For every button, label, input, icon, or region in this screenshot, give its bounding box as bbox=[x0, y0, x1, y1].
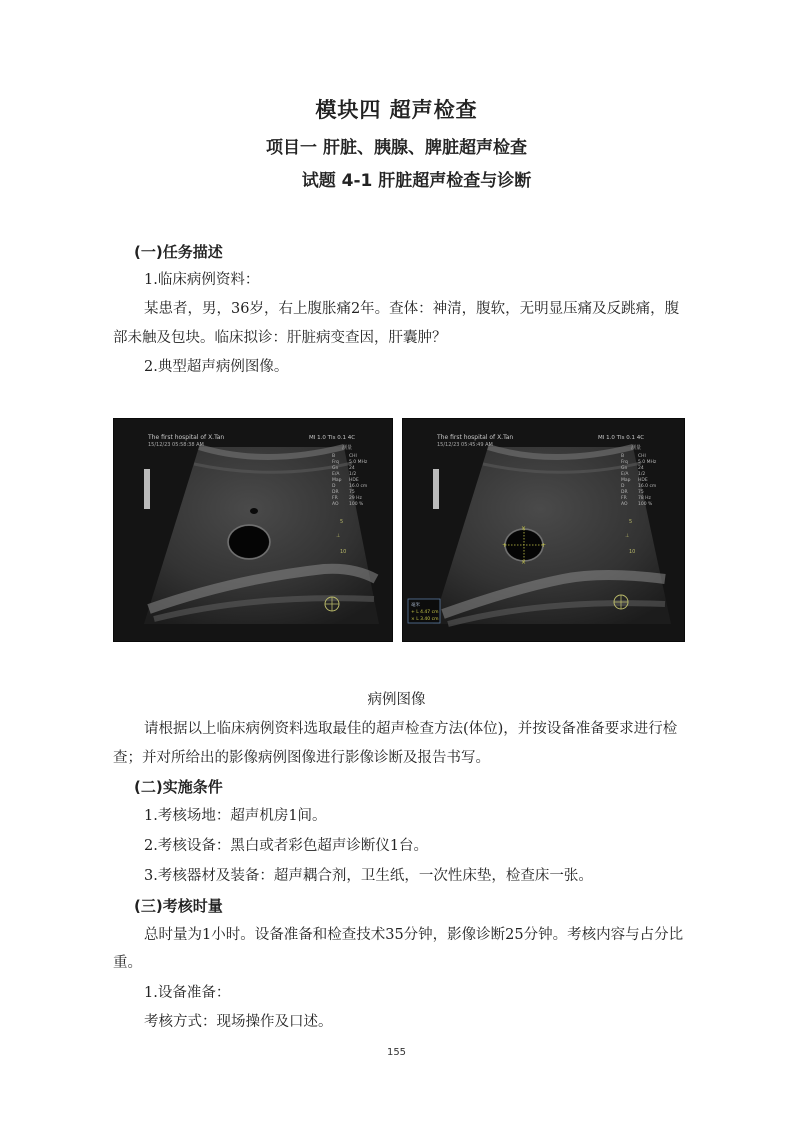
us-left-param: Frq bbox=[332, 460, 339, 465]
us-left-value: 100 % bbox=[349, 502, 364, 507]
us-left-param: D bbox=[332, 484, 336, 489]
module-title: 模块四 超声检查 bbox=[315, 98, 478, 122]
us-left-param: E/A bbox=[332, 472, 340, 477]
us-right-param: FR bbox=[621, 496, 627, 501]
section-conditions-heading: (二)实施条件 bbox=[134, 778, 223, 796]
condition-materials: 3.考核器材及装备：超声耦合剂，卫生纸，一次性床垫，检查床一张。 bbox=[144, 868, 593, 884]
svg-text:+: + bbox=[541, 542, 547, 549]
us-right-param: B bbox=[621, 454, 625, 459]
us-left-value: CHI bbox=[349, 454, 357, 459]
us-left-value: 1/2 bbox=[349, 472, 357, 477]
probe-orientation-icon bbox=[325, 597, 339, 611]
us-left-mode: 测量 bbox=[342, 445, 353, 451]
us-left-mi-ti: MI 1.0 TIs 0.1 4C bbox=[309, 435, 356, 441]
us-left-param: Gn bbox=[332, 466, 339, 471]
exam-item-title: 试题 4-1 肝脏超声检查与诊断 bbox=[301, 171, 532, 191]
us-right-param: Gn bbox=[621, 466, 628, 471]
svg-text:5: 5 bbox=[340, 519, 344, 525]
us-right-param: AO bbox=[621, 502, 628, 507]
svg-text:5: 5 bbox=[629, 519, 633, 525]
ultrasound-image-right bbox=[402, 418, 685, 642]
duration-line2: 重。 bbox=[113, 955, 142, 971]
assessment-method: 考核方式：现场操作及口述。 bbox=[144, 1014, 333, 1030]
section-task-description-heading: (一)任务描述 bbox=[134, 243, 223, 261]
svg-text:+: + bbox=[502, 542, 508, 549]
image-caption: 病例图像 bbox=[367, 692, 426, 708]
equipment-prep-label: 1.设备准备： bbox=[144, 985, 231, 1001]
probe-orientation-icon bbox=[614, 595, 628, 609]
us-right-value: CHI bbox=[638, 454, 646, 459]
measurement-1: + L 4.47 cm bbox=[411, 610, 439, 615]
us-left-value: 24 bbox=[349, 466, 355, 471]
measurement-2: × L 3.40 cm bbox=[411, 617, 439, 622]
us-right-value: 78 Hz bbox=[638, 496, 651, 501]
us-left-value: 5.0 MHz bbox=[349, 460, 368, 465]
clinical-data-label: 1.临床病例资料： bbox=[144, 272, 260, 288]
svg-text:×: × bbox=[521, 559, 527, 566]
us-left-param: AO bbox=[332, 502, 339, 507]
page-number: 155 bbox=[386, 1047, 407, 1058]
svg-text:⊥: ⊥ bbox=[625, 533, 630, 539]
us-right-datetime: 15/12/23 05:45:49 AM bbox=[437, 442, 493, 448]
us-right-mode: 测量 bbox=[631, 445, 642, 451]
us-right-param: DR bbox=[621, 490, 628, 495]
us-left-param: FR bbox=[332, 496, 338, 501]
us-right-param: Frq bbox=[621, 460, 628, 465]
us-right-value: 75 bbox=[638, 490, 644, 495]
ultrasound-image-left bbox=[113, 418, 393, 642]
condition-equipment: 2.考核设备：黑白或者彩色超声诊断仪1台。 bbox=[144, 838, 429, 854]
us-left-param: B bbox=[332, 454, 336, 459]
condition-venue: 1.考核场地：超声机房1间。 bbox=[144, 808, 327, 824]
svg-text:×: × bbox=[521, 525, 527, 532]
us-right-value: 100 % bbox=[638, 502, 653, 507]
us-left-datetime: 15/12/23 05:58:38 AM bbox=[148, 442, 204, 448]
us-right-value: 1/2 bbox=[638, 472, 646, 477]
svg-text:10: 10 bbox=[629, 549, 636, 555]
case-description-line2: 部未触及包块。临床拟诊：肝脏病变查因，肝囊肿？ bbox=[113, 330, 447, 346]
us-right-mi-ti: MI 1.0 TIs 0.1 4C bbox=[598, 435, 645, 441]
us-right-hospital: The first hospital of X.Tan bbox=[437, 434, 514, 441]
section-duration-heading: (三)考核时量 bbox=[134, 897, 223, 915]
svg-text:⊥: ⊥ bbox=[336, 533, 341, 539]
duration-line1: 总时量为1小时。设备准备和检查技术35分钟，影像诊断25分钟。考核内容与占分比 bbox=[144, 927, 684, 943]
us-right-param: D bbox=[621, 484, 625, 489]
us-left-hospital: The first hospital of X.Tan bbox=[148, 434, 225, 441]
instruction-line2: 查；并对所给出的影像病例图像进行影像诊断及报告书写。 bbox=[113, 750, 490, 766]
instruction-line1: 请根据以上临床病例资料选取最佳的超声检查方法(体位)，并按设备准备要求进行检 bbox=[144, 721, 678, 737]
us-left-value: 16.0 cm bbox=[349, 484, 368, 489]
us-right-value: HDE bbox=[638, 478, 648, 483]
us-left-value: HDE bbox=[349, 478, 359, 483]
us-right-param: Map bbox=[621, 478, 631, 483]
project-title: 项目一 肝脏、胰腺、脾脏超声检查 bbox=[266, 138, 527, 158]
typical-images-label: 2.典型超声病例图像。 bbox=[144, 359, 289, 375]
us-right-param: E/A bbox=[621, 472, 629, 477]
us-left-param: DR bbox=[332, 490, 339, 495]
us-right-value: 16.0 cm bbox=[638, 484, 657, 489]
case-description-line1: 某患者，男，36岁，右上腹胀痛2年。查体：神清，腹软，无明显压痛及反跳痛，腹 bbox=[144, 301, 680, 317]
us-left-value: 29 Hz bbox=[349, 496, 362, 501]
measurement-box bbox=[408, 599, 440, 623]
us-left-value: 75 bbox=[349, 490, 355, 495]
us-left-param: Map bbox=[332, 478, 342, 483]
svg-text:10: 10 bbox=[340, 549, 347, 555]
measurement-title: 毫米 bbox=[411, 603, 420, 608]
us-right-value: 24 bbox=[638, 466, 644, 471]
us-right-value: 5.0 MHz bbox=[638, 460, 657, 465]
